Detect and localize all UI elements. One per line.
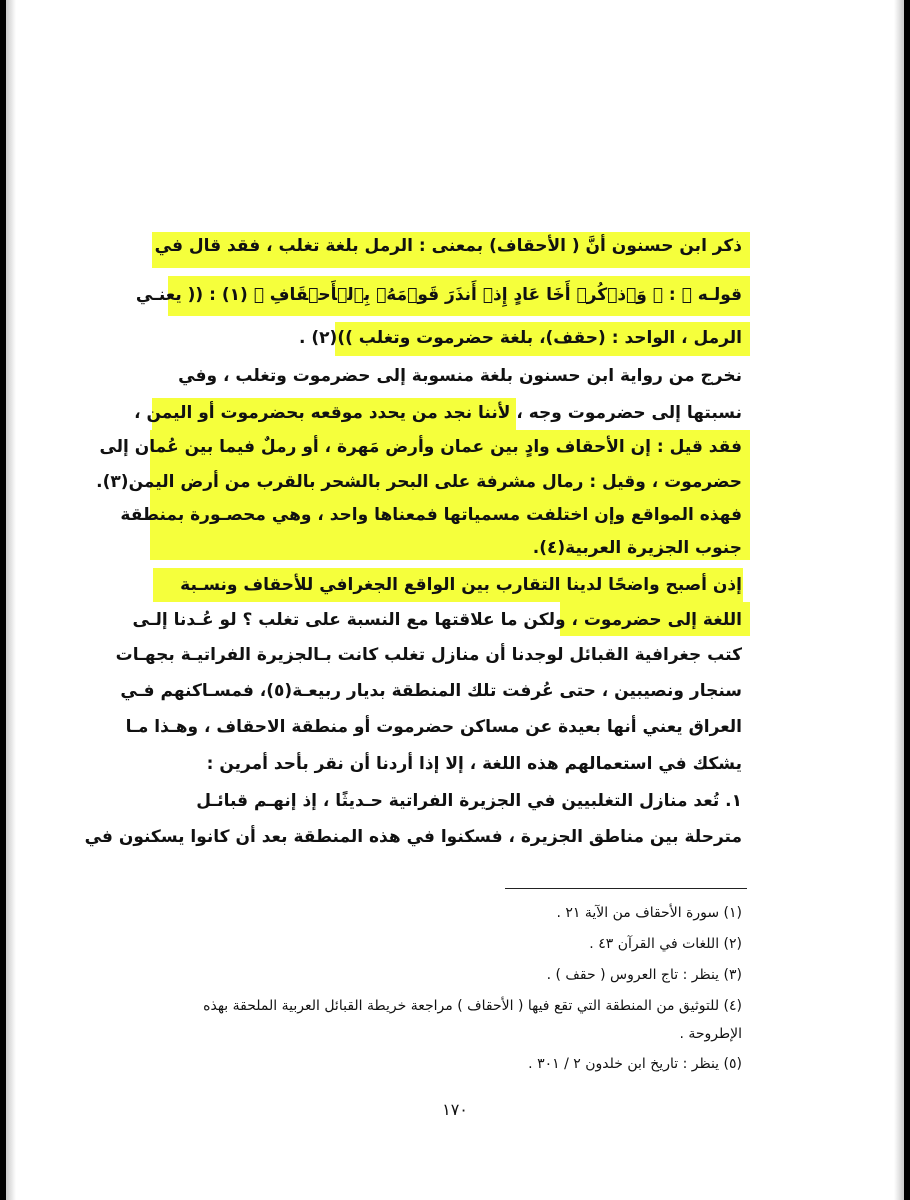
footnote: (٢) اللغات في القرآن ٤٣ . (589, 936, 742, 952)
scan-shadow-left (6, 0, 16, 1200)
body-line: فهذه المواقع وإن اختلفت مسمياتها فمعناها واحد ، وهي محصـورة بمنطقة (120, 505, 742, 525)
footnote: (٣) ينظر : تاج العروس ( حقف ) . (546, 967, 742, 983)
body-line: كتب جغرافية القبائل لوجدنا أن منازل تغلب كانت بـالجزيرة الفراتيـة بجهـات (115, 645, 742, 665)
footnote: الإطروحة . (679, 1026, 742, 1042)
footnote: (١) سورة الأحقاف من الآية ٢١ . (556, 905, 742, 921)
body-line: نسبتها إلى حضرموت وجه ، لأننا نجد من يحدد موقعه بحضرموت أو اليمن ، (134, 403, 742, 423)
page-number: ١٧٠ (442, 1100, 468, 1119)
body-line: نخرج من رواية ابن حسنون بلغة منسوبة إلى حضرموت وتغلب ، وفي (178, 366, 742, 386)
scan-border-right (904, 0, 910, 1200)
body-line: يشكك في استعمالهم هذه اللغة ، إلا إذا أردنا أن نقر بأحد أمرين : (206, 754, 742, 774)
body-line: جنوب الجزيرة العربية(٤). (532, 538, 742, 558)
body-line: ١. تُعد منازل التغلبيين في الجزيرة الفراتية حـديثًا ، إذ إنهـم قبائـل (196, 791, 742, 811)
body-line: سنجار ونصيبين ، حتى عُرفت تلك المنطقة بديار ربيعـة(٥)، فمسـاكنهم فـي (120, 681, 742, 701)
body-line: قولـه ﷻ : ﴿ وَٱذۡكُرۡ أَخَا عَادٍ إِذۡ أَنذَرَ قَوۡمَهُۥ بِٱلۡأَحۡقَافِ ﴾ (١) : (( يعنـي (135, 285, 742, 305)
body-line: فقد قيل : إن الأحقاف وادٍ بين عمان وأرض مَهرة ، أو رملٌ فيما بين عُمان إلى (99, 437, 742, 457)
footnote-separator (505, 888, 747, 889)
body-line: اللغة إلى حضرموت ، ولكن ما علاقتها مع النسبة على تغلب ؟ لو عُـدنا إلـى (132, 610, 742, 630)
body-line: العراق يعني أنها بعيدة عن مساكن حضرموت أو منطقة الاحقاف ، وهـذا مـا (125, 717, 742, 737)
body-line: مترحلة بين مناطق الجزيرة ، فسكنوا في هذه المنطقة بعد أن كانوا يسكنون في (84, 827, 742, 847)
body-line: إذن أصبح واضحًا لدينا التقارب بين الواقع الجغرافي للأحقاف ونسـبة (180, 575, 742, 595)
scan-shadow-right (894, 0, 904, 1200)
body-line: حضرموت ، وقيل : رمال مشرفة على البحر بالشحر بالقرب من أرض اليمن(٣). (96, 472, 742, 492)
footnote: (٤) للتوثيق من المنطقة التي تقع فيها ( الأحقاف ) مراجعة خريطة القبائل العربية الملحقة بهذه (203, 998, 742, 1014)
footnote: (٥) ينظر : تاريخ ابن خلدون ٢ / ٣٠١ . (528, 1056, 742, 1072)
body-line: ذكر ابن حسنون أنَّ ( الأحقاف) بمعنى : الرمل بلغة تغلب ، فقد قال في (154, 236, 742, 256)
body-line: الرمل ، الواحد : (حقف)، بلغة حضرموت وتغلب ))(٢) . (299, 328, 742, 348)
